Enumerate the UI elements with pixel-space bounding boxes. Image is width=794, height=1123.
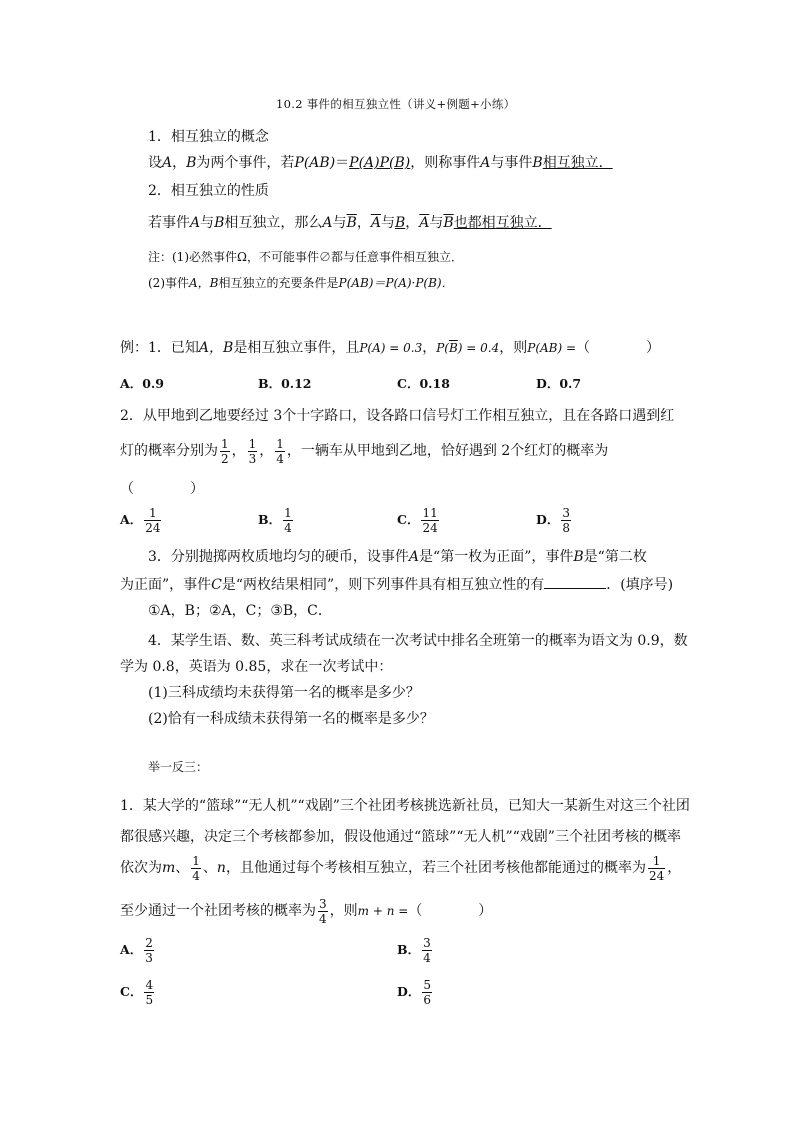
- practice-option-a: A． $\frac{2}{3}$: [120, 936, 153, 965]
- fraction: $\frac{1}{2}$: [221, 436, 229, 466]
- practice-line-1: 1．某大学的“篮球”“无人机”“戏剧”三个社团考核挑选新社员，已知大一某新生对这三个社团: [120, 798, 690, 814]
- example-1-option-d: D．0.7: [536, 376, 582, 391]
- example-3-line-2: 为正面”，事件C是“两枚结果相同”，则下列事件具有相互独立性的有 ．(填序号): [120, 577, 674, 593]
- fraction: $\frac{1}{4}$: [276, 436, 284, 466]
- example-4-line-1: 4．某学生语、数、英三科考试成绩在一次考试中排名全班第一的概率为语文为 0.9，数: [148, 633, 688, 649]
- example-1-question: 例：1．已知A，B是相互独立事件，且P(A) = 0.3，$P(\overline{B}) = 0.4$，则P(AB) =（ ）: [120, 340, 661, 356]
- section-1-heading: 1．相互独立的概念: [148, 129, 269, 145]
- practice-line-4: 至少通过一个社团考核的概率为 $\frac{3}{4}$ ，则m + n =（ ）: [120, 896, 493, 926]
- page-title: 10.2 事件的相互独立性（讲义+例题+小练）: [276, 97, 516, 111]
- practice-option-d: D． $\frac{5}{6}$: [397, 978, 431, 1007]
- example-1-option-a: A．0.9: [120, 376, 164, 391]
- practice-line-2: 都很感兴趣，决定三个考核都参加，假设他通过“篮球”“无人机”“戏剧”三个社团考核的概率: [120, 829, 681, 845]
- practice-line-3: 依次为m、 $\frac{1}{4}$ 、n，且他通过每个考核相互独立，若三个社团考核他都能通过的概率为 $\frac{1}{24}$ ，: [120, 853, 682, 883]
- section-2-heading: 2．相互独立的性质: [148, 183, 269, 199]
- note-2: (2)事件A，B相互独立的充要条件是P(AB)＝P(A)·P(B)．: [148, 276, 454, 290]
- practice-heading: 举一反三：: [148, 760, 209, 774]
- fraction: $\frac{1}{3}$: [248, 436, 257, 466]
- answer-blank[interactable]: [544, 576, 606, 589]
- example-4-line-2: 学为 0.8，英语为 0.85，求在一次考试中：: [120, 659, 393, 675]
- practice-option-b: B． $\frac{3}{4}$: [397, 936, 431, 965]
- example-2-option-a: A． $\frac{1}{24}$: [120, 506, 161, 535]
- section-1-text: 设A，B为两个事件，若P(AB)＝P(A)P(B)，则称事件A与事件B相互独立．: [148, 155, 613, 171]
- example-4-question-1: (1)三科成绩均未获得第一名的概率是多少？: [148, 685, 420, 701]
- example-4-question-2: (2)恰有一科成绩未获得第一名的概率是多少？: [148, 711, 434, 727]
- example-2-line-1: 2．从甲地到乙地要经过 3个十字路口，设各路口信号灯工作相互独立，且在各路口遇到红: [120, 408, 675, 424]
- example-1-option-b: B．0.12: [258, 376, 312, 391]
- practice-option-c: C． $\frac{4}{5}$: [120, 978, 154, 1007]
- example-2-option-b: B． $\frac{1}{4}$: [258, 506, 292, 535]
- section-2-property: 若事件A与B相互独立，那么A与$\overline{B}$，$\overline{A}$与B，$\overline{A}$与$\overline{B}$也都相互独立．: [148, 215, 552, 231]
- example-1-option-c: C．0.18: [397, 376, 450, 391]
- example-2-answer-paren: （ ）: [120, 481, 204, 497]
- example-2-option-c: C． $\frac{11}{24}$: [397, 506, 438, 535]
- example-3-line-1: 3．分别抛掷两枚质地均匀的硬币，设事件A是“第一枚为正面”，事件B是“第二枚: [148, 549, 647, 565]
- example-2-line-2: 灯的概率分别为 $\frac{1}{2}$ ， $\frac{1}{3}$ ， $\frac{1}{4}$ ，一辆车从甲地到乙地，恰好遇到 2个红灯的概率为: [120, 436, 609, 466]
- example-2-option-d: D． $\frac{3}{8}$: [536, 506, 570, 535]
- note-1: 注：(1)必然事件Ω，不可能事件∅都与任意事件相互独立．: [148, 250, 463, 264]
- example-3-choices: ①A，B；②A，C；③B，C．: [148, 603, 332, 619]
